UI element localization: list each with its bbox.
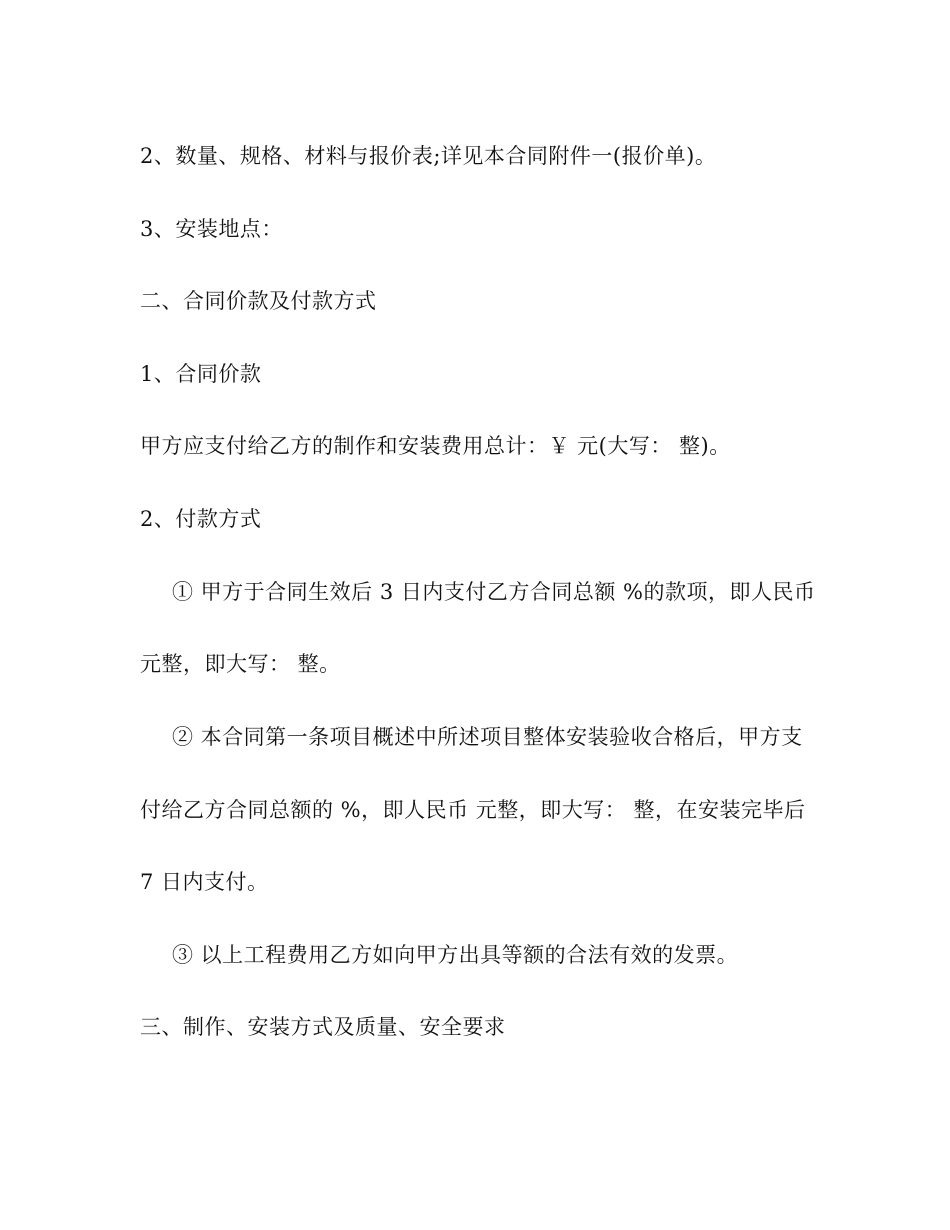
- text-line: 元整，即大写： 整。: [140, 652, 341, 676]
- subsection-heading: 1、合同价款: [140, 362, 262, 386]
- text-line: 2、数量、规格、材料与报价表;详见本合同附件一(报价单)。: [140, 144, 717, 168]
- section-heading: 三、制作、安装方式及质量、安全要求: [140, 1015, 506, 1039]
- text-line: ② 本合同第一条项目概述中所述项目整体安装验收合格后，甲方支: [172, 725, 803, 749]
- text-line: 3、安装地点：: [140, 217, 283, 241]
- text-line: ③ 以上工程费用乙方如向甲方出具等额的合法有效的发票。: [172, 943, 739, 967]
- text-line: 甲方应支付给乙方的制作和安装费用总计：￥ 元(大写： 整)。: [140, 434, 731, 458]
- subsection-heading: 2、付款方式: [140, 507, 262, 531]
- section-heading: 二、合同价款及付款方式: [140, 289, 377, 313]
- text-line: ① 甲方于合同生效后 3 日内支付乙方合同总额 %的款项，即人民币: [172, 580, 816, 604]
- text-line: 付给乙方合同总额的 %，即人民币 元整，即大写： 整，在安装完毕后: [140, 798, 806, 822]
- text-line: 7 日内支付。: [140, 870, 269, 894]
